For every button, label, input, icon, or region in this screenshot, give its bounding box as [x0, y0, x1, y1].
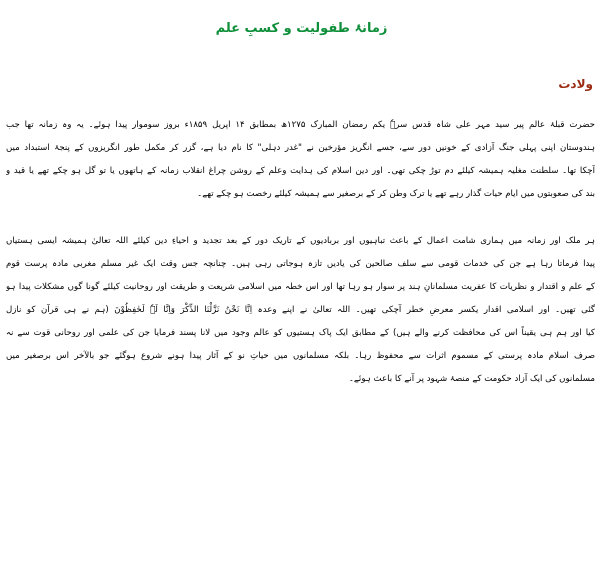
- chapter-title: زمانۂ طفولیت و کسبِ علم: [215, 21, 388, 36]
- paragraph-line: حضرت قبلۂ عالم پیر سید مہر علی شاہ قدس سرہٗ یکم رمضان المبارک ۱۲۷۵ھ بمطابق ۱۴ اپریل ۱۸۵۹ء بروز سوموار پیدا ہوئے۔ یہ وہ زمانہ تھا جب: [6, 120, 595, 130]
- paragraph-line: پیدا فرماتا رہا ہے جن کی خدمات قومی سے سلف صالحین کی یادیں تازہ ہوجاتی رہی ہیں۔ چنانچہ جس وقت ایک غیر مسلم مغربی مادہ پرست قوم: [6, 259, 595, 269]
- paragraph-line: آچکا تھا۔ سلطنت مغلیہ ہمیشہ کیلئے دم توڑ چکی تھی۔ اور دین اسلام کی ہدایت وعلم کے روشن چراغ انقلاب زمانہ کے ہاتھوں یا تو گل ہو چکے تھے یا قید و: [6, 166, 595, 176]
- paragraph-line: گئی تھیں۔ اور اسلامی اقدار یکسر معرضِ خطر آچکی تھیں۔ اللہ تعالیٰ نے اپنے وعدہ اِنَّا نَحْنُ نَزَّلْنَا الذِّکْرَ وَاِنَّا لَہٗ لَحٰفِظُوْنَ (ہم نے ہی قرآن کو نازل: [6, 305, 595, 315]
- paragraph-revival: [6, 230, 595, 391]
- paragraph-line: کے علم و اقتدار و نظریات کا عفریت مسلمانانِ ہند پر سوار ہو رہا تھا اور اس خطہ میں اسلامی شریعت و طریقت اور روحانیت کیلئے گونا گوں مشکلات پیدا ہو: [6, 282, 595, 292]
- paragraph-line: ہر ملک اور زمانہ میں ہماری شامت اعمال کے باعث تباہیوں اور بربادیوں کے تاریک دور کے بعد تجدید و احیاءِ دین کیلئے اللہ تعالیٰ ہمیشہ ایسی ہستیاں: [6, 236, 595, 246]
- paragraph-line: صرف اسلام مادہ پرستی کے مسموم اثرات سے محفوظ رہا۔ بلکہ مسلمانوں میں حیاتِ نو کے آثار پیدا ہونے شروع ہوگئے جو بالآخر اس برصغیر میں: [6, 351, 595, 361]
- paragraph-line: بند کی صعوبتوں میں ایام حیات گذار رہے تھے یا ترک وطن کر کے برصغیر سے ہمیشہ کیلئے رخصت ہو چکے تھے۔: [197, 189, 595, 199]
- paragraph-birth: [6, 114, 595, 206]
- paragraph-line: کیا اور ہم ہی یقیناً اس کی محافظت کرنے والے ہیں) کے مطابق ایک پاک ہستیوں کو عالم وجود میں لانا پسند فرمایا جن کی علمی اور روحانی قوت سے نہ: [6, 328, 595, 338]
- paragraph-line: ہندوستان اپنی پہلی جنگ آزادی کے خونیں دور سے، جسے انگریز مؤرخین نے "غدر دہلی" کا نام دیا ہے، گزر کر مکمل طور انگریزوں کے پنجۂ استبداد میں: [6, 143, 595, 153]
- section-heading-wiladat: ولادت: [558, 77, 593, 91]
- paragraph-line: مسلمانوں کی ایک آزاد حکومت کے منصۂ شہود پر آنے کا باعث ہوئے۔: [348, 374, 595, 384]
